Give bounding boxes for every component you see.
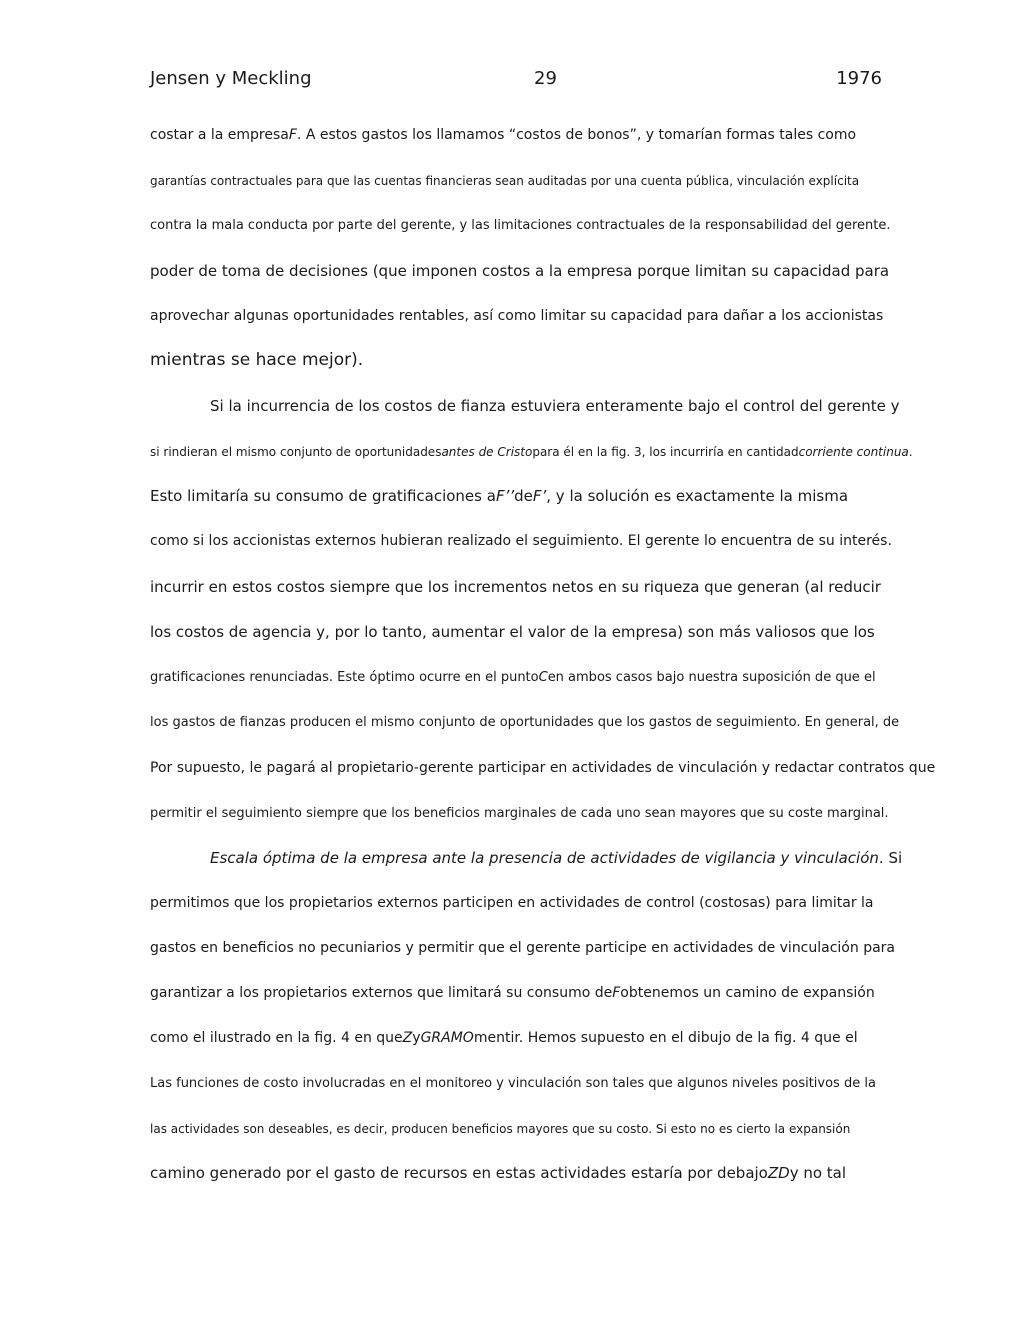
text-line: permitimos que los propietarios externos participen en actividades de control (costosas) para limitar la <box>150 895 874 911</box>
text-line: gastos en beneficios no pecuniarios y permitir que el gerente participe en actividades de vinculación para <box>150 940 896 956</box>
text-line: las actividades son deseables, es decir, producen beneficios mayores que su costo. Si esto no es cierto la expansión <box>150 1122 851 1136</box>
text-line: costar a la empresaF. A estos gastos los llamamos “costos de bonos”, y tomarían formas tales como <box>150 127 857 143</box>
text-line: mientras se hace mejor). <box>150 350 364 370</box>
page-number: 29 <box>534 68 557 89</box>
text-line: camino generado por el gasto de recursos en estas actividades estaría por debajoZDy no tal <box>150 1164 847 1182</box>
text-line: Las funciones de costo involucradas en el monitoreo y vinculación son tales que algunos niveles positivos de la <box>150 1076 876 1091</box>
text-line: poder de toma de decisiones (que imponen costos a la empresa porque limitan su capacidad para <box>150 262 890 280</box>
text-line: los gastos de fianzas producen el mismo conjunto de oportunidades que los gastos de seguimiento. En general, de <box>150 715 900 730</box>
text-line: Esto limitaría su consumo de gratificaciones aF’’deF’, y la solución es exactamente la misma <box>150 487 849 505</box>
text-line: permitir el seguimiento siempre que los beneficios marginales de cada uno sean mayores que su coste marginal. <box>150 806 889 821</box>
text-line: contra la mala conducta por parte del gerente, y las limitaciones contractuales de la responsabilidad del gerente. <box>150 218 891 233</box>
paragraph-start: Si la incurrencia de los costos de fianza estuviera enteramente bajo el control del gerente y <box>210 397 900 415</box>
section-heading-line: Escala óptima de la empresa ante la presencia de actividades de vigilancia y vinculación. Si <box>210 849 903 867</box>
text-line: Por supuesto, le pagará al propietario-gerente participar en actividades de vinculación y redactar contratos que <box>150 760 936 776</box>
text-line: si rindieran el mismo conjunto de oportunidadesantes de Cristopara él en la fig. 3, los incurriría en cantidadcorriente continua. <box>150 445 913 459</box>
text-line: gratificaciones renunciadas. Este óptimo ocurre en el puntoCen ambos casos bajo nuestra suposición de que el <box>150 670 876 685</box>
text-line: como si los accionistas externos hubieran realizado el seguimiento. El gerente lo encuentra de su interés. <box>150 533 892 549</box>
text-line: garantías contractuales para que las cuentas financieras sean auditadas por una cuenta pública, vinculación explícita <box>150 174 860 188</box>
page-header <box>150 68 882 96</box>
text-line: incurrir en estos costos siempre que los incrementos netos en su riqueza que generan (al reducir <box>150 578 881 596</box>
text-line: garantizar a los propietarios externos que limitará su consumo deFobtenemos un camino de expansión <box>150 985 875 1001</box>
text-line: los costos de agencia y, por lo tanto, aumentar el valor de la empresa) son más valiosos que los <box>150 623 875 641</box>
running-head-year: 1976 <box>836 68 882 89</box>
running-head-authors: Jensen y Meckling <box>150 68 312 89</box>
text-line: como el ilustrado en la fig. 4 en queZyGRAMOmentir. Hemos supuesto en el dibujo de la fig. 4 que el <box>150 1030 858 1046</box>
text-line: aprovechar algunas oportunidades rentables, así como limitar su capacidad para dañar a los accionistas <box>150 308 884 324</box>
